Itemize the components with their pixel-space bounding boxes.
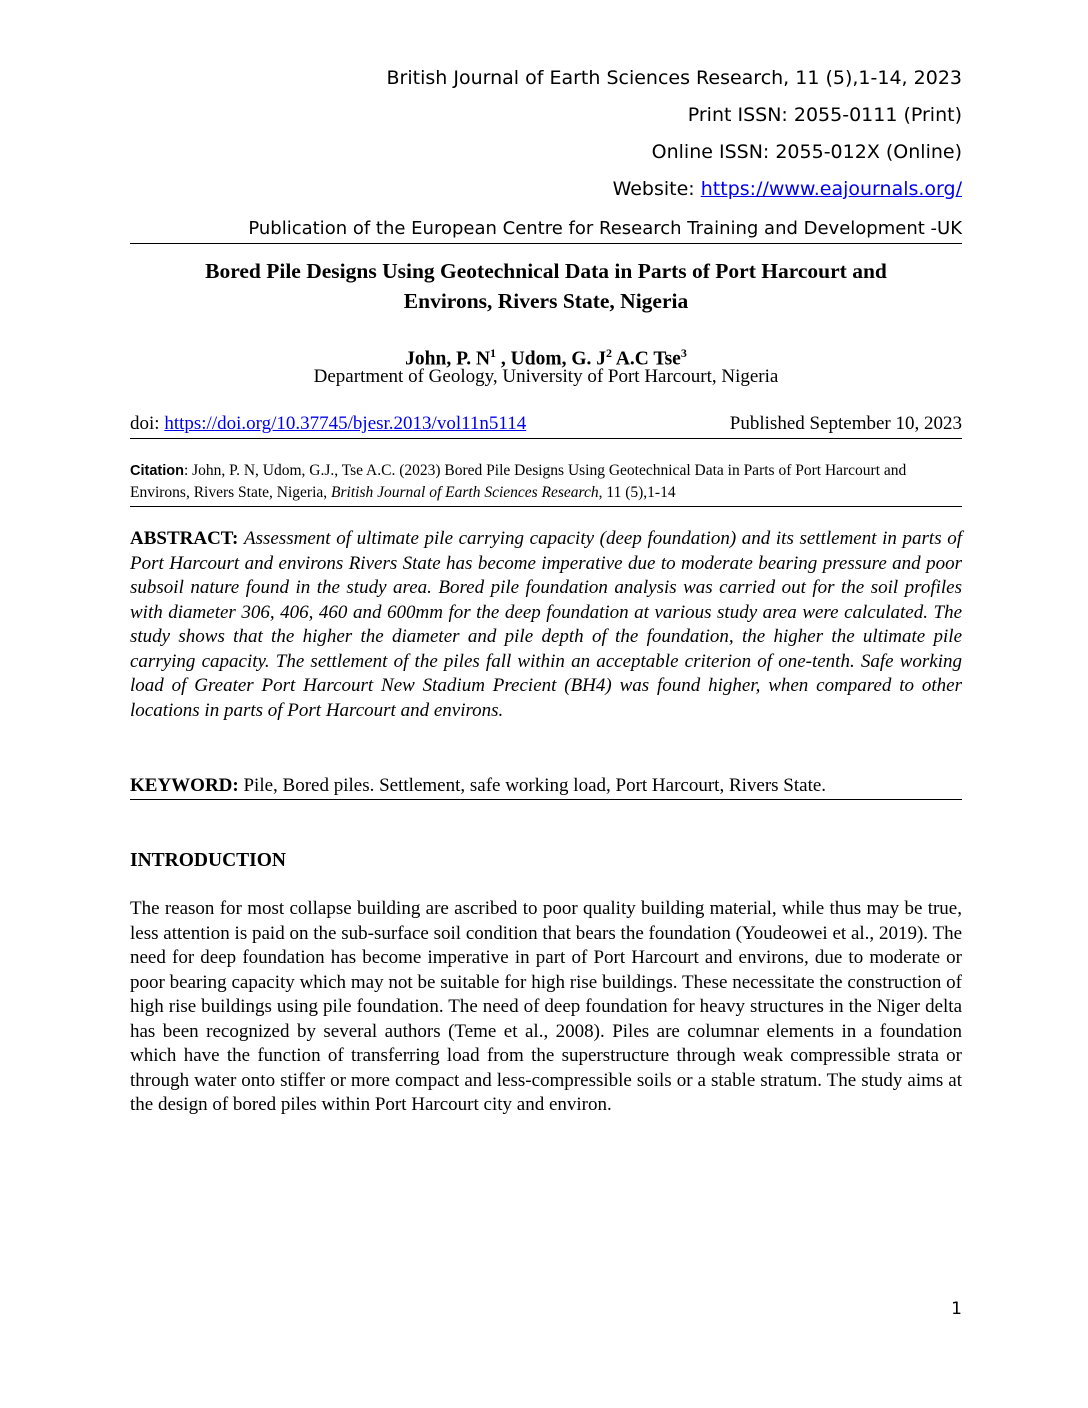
abstract-label: ABSTRACT: [130,528,239,549]
author-1: John, P. N [405,348,491,370]
website-link[interactable]: https://www.eajournals.org/ [700,178,962,200]
abstract [130,527,962,723]
author-3: A.C Tse [612,348,681,370]
author-3-affiliation-mark: 3 [680,346,687,360]
introduction-text: The reason for most collapse building are ascribed to poor quality building material, while thus may be true, less attention is paid on the sub-surface soil condition that bears the foundation (Youdeowei et al., 2019). The need for deep foundation has become imperative in part of Port Harcourt and environs, due to moderate or poor bearing capacity which may not be suitable for high rise buildings. These necessitate the construction of high rise buildings using pile foundation. The need of deep foundation for heavy structures in the Niger delta has been recognized by several authors (Teme et al., 2008). Piles are columnar elements in a foundation which have the function of transferring load from the superstructure through weak compressible strata or through water onto stiffer or more compact and less-compressible soils or a stable stratum. The study aims at the design of bored piles within Port Harcourt city and environ. [130,898,962,1115]
keywords-label: KEYWORD: [130,775,239,796]
citation-text: : John, P. N, Udom, G.J., Tse A.C. (2023) Bored Pile Designs Using Geotechnical Data in Parts of Port Harcourt and Environs, Rivers State, Nigeria, [130,462,907,501]
keywords-text: Pile, Bored piles. Settlement, safe working load, Port Harcourt, Rivers State. [238,775,827,796]
abstract-text: Assessment of ultimate pile carrying capacity (deep foundation) and its settlement in parts of Port Harcourt and environs Rivers State has become imperative due to moderate bearing pressure and poor subsoil nature found in the study area. Bored pile foundation analysis was carried out for the soil profiles with diameter 306, 406, 460 and 600mm for the deep foundation at various study area were calculated. The study shows that the higher the diameter and pile depth of the foundation, the higher the ultimate pile carrying capacity. The settlement of the piles fall within an acceptable criterion of one-tenth. Safe working load of Greater Port Harcourt New Stadium Precient (BH4) was found higher, when compared to other locations in parts of Port Harcourt and environs. [130,528,963,721]
doi-row [130,410,962,439]
title-line-2: Environs, Rivers State, Nigeria [403,289,689,313]
page-number: 1 [951,1299,962,1319]
paper-title [130,256,962,316]
author-2-affiliation-mark: 2 [606,346,613,360]
citation-volume: , 11 (5),1-14 [598,484,676,501]
published-date: Published September 10, 2023 [729,413,962,434]
doi-label: doi: [130,413,165,434]
citation-block [130,460,962,507]
website-line [130,171,962,208]
journal-citation-line: British Journal of Earth Sciences Research, 11 (5),1-14, 2023 [386,67,962,89]
author-2: , Udom, G. J [496,348,607,370]
print-issn: Print ISSN: 2055-0111 (Print) [687,104,962,126]
doi-link[interactable]: https://doi.org/10.37745/bjesr.2013/vol11n5114 [164,413,527,434]
doi [130,410,526,438]
affiliation: Department of Geology, University of Port Harcourt, Nigeria [313,366,779,387]
online-issn: Online ISSN: 2055-012X (Online) [651,141,962,163]
title-line-1: Bored Pile Designs Using Geotechnical Data in Parts of Port Harcourt and [205,259,887,283]
introduction-heading: INTRODUCTION [130,850,287,871]
website-label: Website: [612,178,701,200]
citation-label: Citation [130,463,184,479]
citation-journal: British Journal of Earth Sciences Research [331,484,599,501]
publisher-line: Publication of the European Centre for Research Training and Development -UK [130,215,962,244]
keywords [130,773,962,800]
author-1-affiliation-mark: 1 [490,346,497,360]
journal-header [130,60,962,208]
